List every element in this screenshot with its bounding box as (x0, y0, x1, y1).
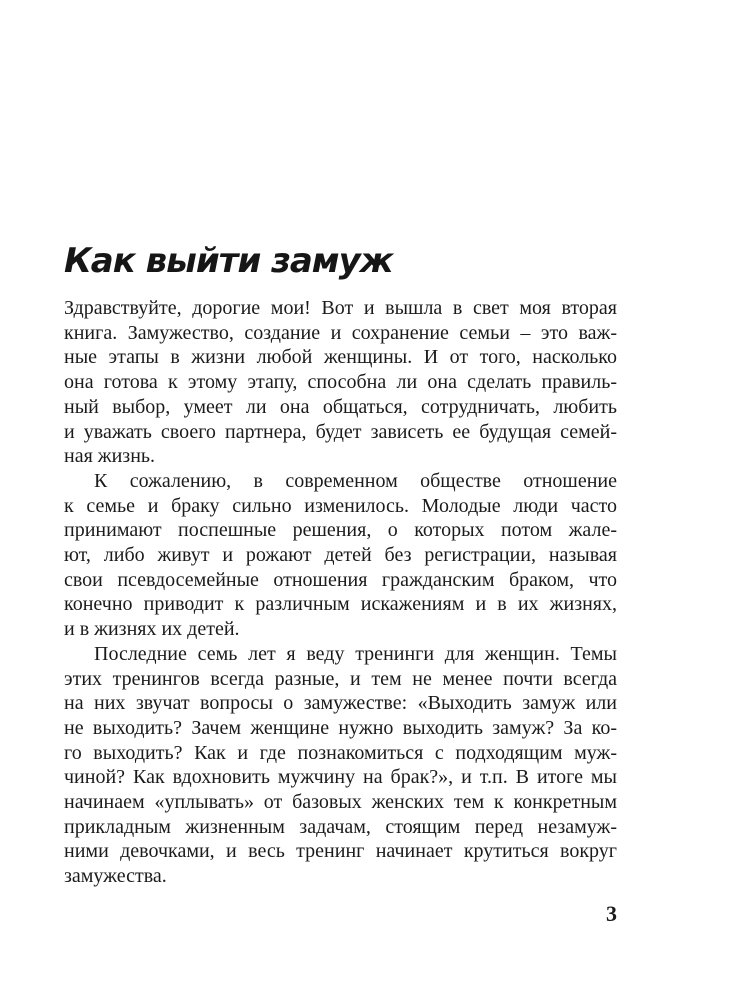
text-line: ют, либо живут и рожают детей без регистрации, называя (64, 544, 617, 567)
text-line: К сожалению, в современном обществе отношение (94, 469, 617, 492)
text-line: к семье и браку сильно изменилось. Молодые люди часто (64, 494, 617, 517)
text-line: конечно приводит к различным искажениям и в их жизнях, (64, 593, 617, 616)
body-text (64, 296, 617, 889)
text-line: ними девочками, и весь тренинг начинает крутиться вокруг (64, 840, 617, 863)
chapter-title: Как выйти замуж (64, 241, 393, 281)
text-line: чиной? Как вдохновить мужчину на брак?», и т.п. В итоге мы (64, 766, 617, 789)
text-line: этих тренингов всегда разные, и тем не менее почти всегда (64, 667, 617, 690)
text-line: ные этапы в жизни любой женщины. И от того, насколько (64, 346, 617, 369)
text-line: не выходить? Зачем женщине нужно выходить замуж? За ко- (64, 716, 617, 739)
text-line: ная жизнь. (64, 445, 156, 468)
text-line: начинаем «уплывать» от базовых женских тем к конкретным (64, 791, 617, 814)
text-line: прикладным жизненным задачам, стоящим перед незамуж- (64, 815, 617, 838)
text-line: книга. Замужество, создание и сохранение семьи – это важ- (64, 321, 617, 344)
text-line: свои псевдосемейные отношения гражданским браком, что (64, 568, 617, 591)
text-line: Последние семь лет я веду тренинги для женщин. Темы (94, 642, 617, 665)
text-line: и в жизнях их детей. (64, 618, 240, 641)
text-line: она готова к этому этапу, способна ли она сделать правиль- (64, 371, 617, 394)
text-line: Здравствуйте, дорогие мои! Вот и вышла в свет моя вторая (64, 297, 617, 319)
text-line: на них звучат вопросы о замужестве: «Выходить замуж или (64, 692, 617, 715)
text-line: и уважать своего партнера, будет зависеть ее будущая семей- (64, 420, 617, 443)
text-line: принимают поспешные решения, о которых потом жале- (64, 519, 617, 542)
text-line: ный выбор, умеет ли она общаться, сотрудничать, любить (64, 395, 617, 418)
text-line: замужества. (64, 865, 167, 888)
page-number: 3 (606, 901, 617, 926)
text-line: го выходить? Как и где познакомиться с подходящим муж- (64, 741, 617, 764)
